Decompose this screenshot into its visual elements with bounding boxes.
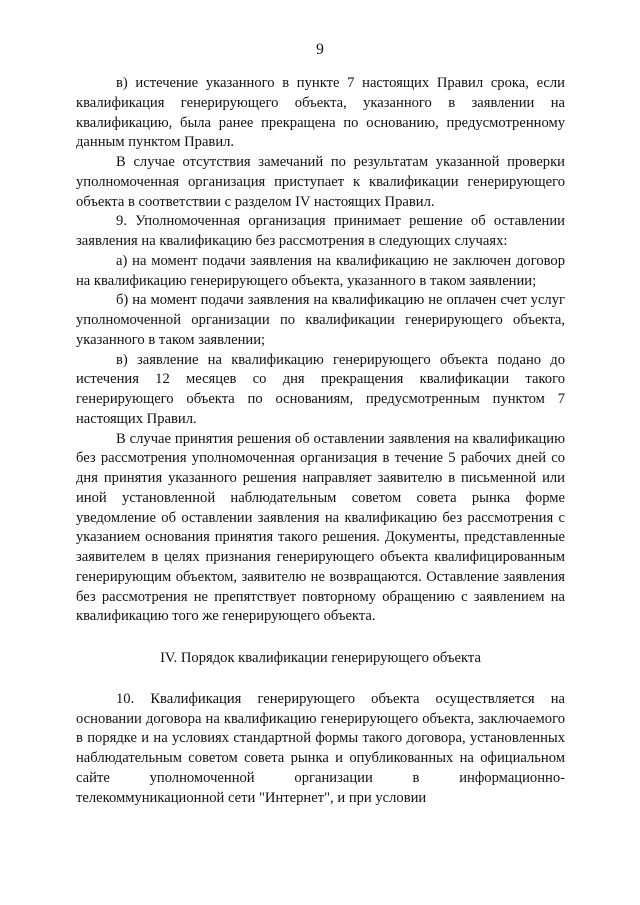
- page-number: 9: [316, 41, 324, 58]
- paragraph-decision: В случае принятия решения об оставлении заявления на квалификацию без рассмотрения уполномоченная организация в течение 5 рабочих дней со дня принятия указанного решения направляет заявителю в письменной или иной установленной наблюдательным советом совета рынка форме уведомление об оставлении заявления на квалификацию без рассмотрения с указанием основания принятия такого решения. Документы, представленные заявителем в целях признания генерирующего объекта квалифицированным генерирующим объектом, заявителю не возвращаются. Оставление заявления без рассмотрения не препятствует повторному обращению с заявлением на квалификацию того же генерирующего объекта.: [76, 430, 565, 625]
- paragraph-8v: в) истечение указанного в пункте 7 настоящих Правил срока, если квалификация генерирующего объекта, указанного в заявлении на квалификацию, была ранее прекращена по основанию, предусмотренному данным пунктом Правил.: [76, 75, 565, 151]
- section-heading: IV. Порядок квалификации генерирующего объекта: [160, 650, 481, 666]
- paragraph-10: 10. Квалификация генерирующего объекта осуществляется на основании договора на квалификацию генерирующего объекта, заключаемого в порядке и на условиях стандартной формы такого договора, установленных наблюдательным советом совета рынка и опубликованных на официальном сайте уполномоченной организации в информационно-телекоммуникационной сети "Интернет", и при условии: [76, 690, 565, 806]
- document-body: [76, 74, 565, 808]
- paragraph-no-remarks: В случае отсутствия замечаний по результатам указанной проверки уполномоченная организация приступает к квалификации генерирующего объекта в соответствии с разделом IV настоящих Правил.: [76, 154, 565, 210]
- paragraph-9b: б) на момент подачи заявления на квалификацию не оплачен счет услуг уполномоченной организации по квалификации генерирующего объекта, указанного в таком заявлении;: [76, 292, 565, 348]
- paragraph-9: 9. Уполномоченная организация принимает решение об оставлении заявления на квалификацию без рассмотрения в следующих случаях:: [76, 213, 565, 249]
- paragraph-9a: а) на момент подачи заявления на квалификацию не заключен договор на квалификацию генерирующего объекта, указанного в таком заявлении;: [76, 252, 565, 289]
- paragraph-9v: в) заявление на квалификацию генерирующего объекта подано до истечения 12 месяцев со дня прекращения квалификации такого генерирующего объекта по основаниям, предусмотренным пунктом 7 настоящих Правил.: [76, 351, 565, 427]
